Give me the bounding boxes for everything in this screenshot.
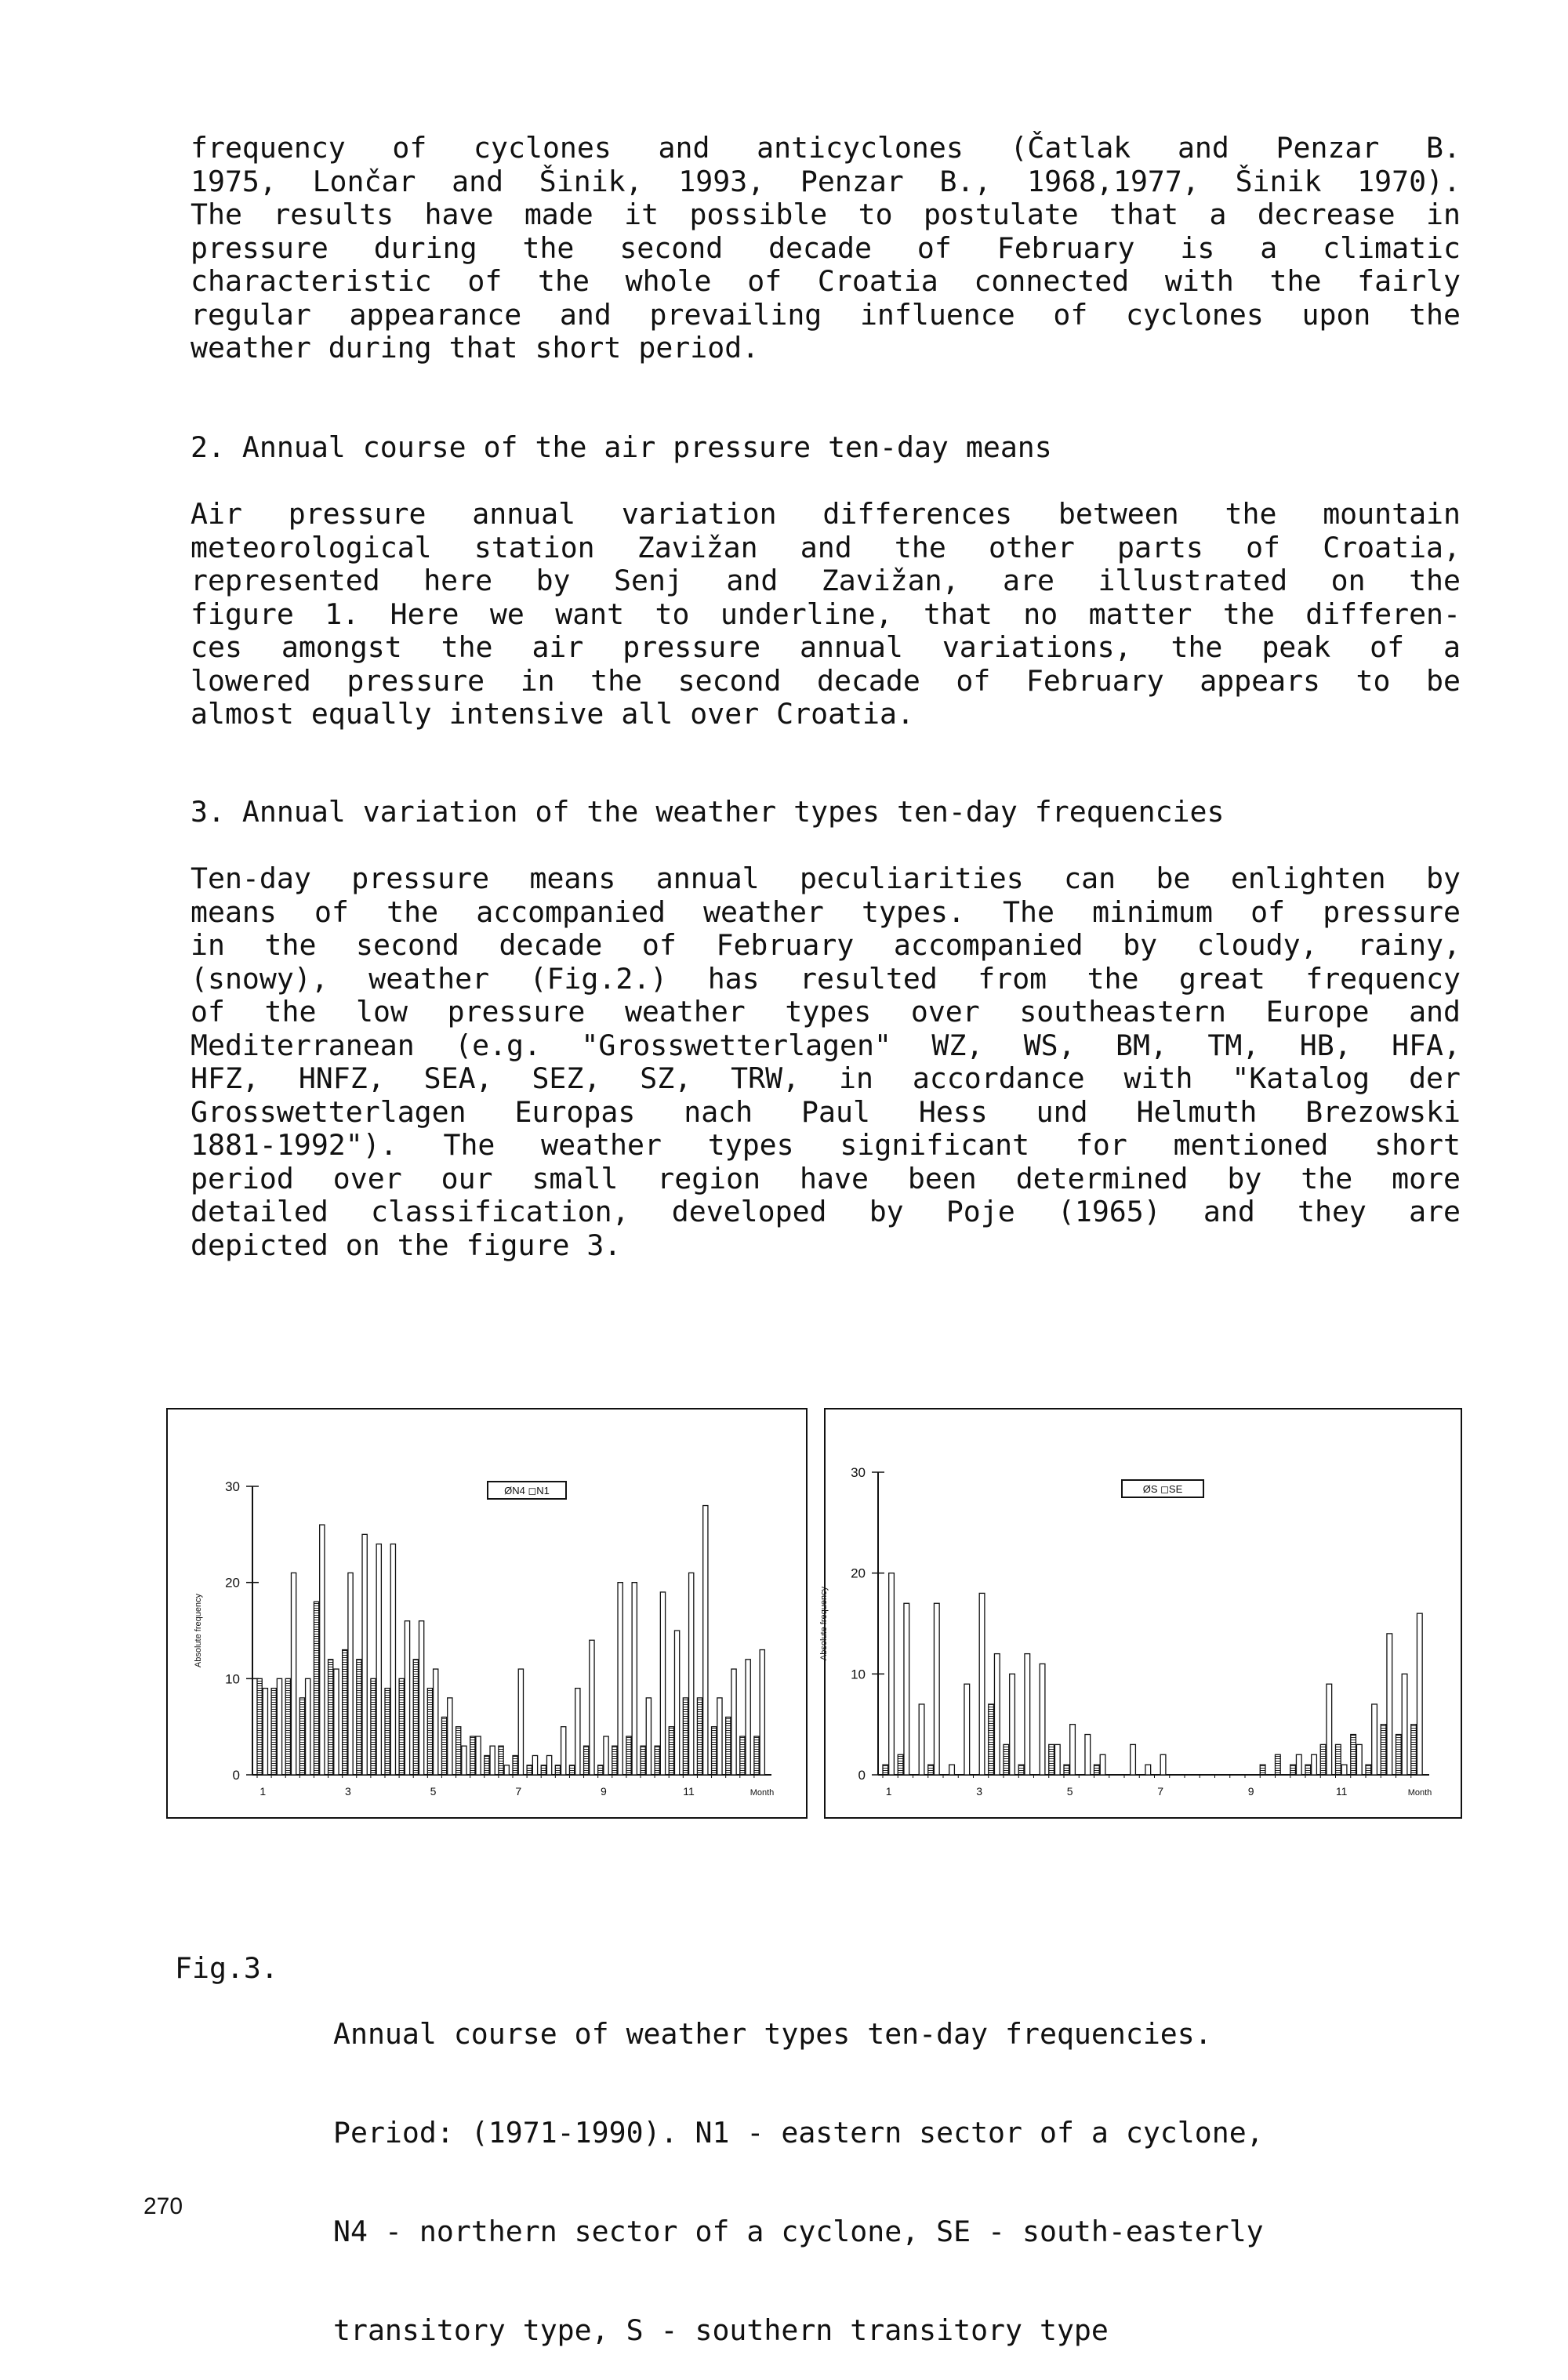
bar-n1 xyxy=(575,1689,580,1775)
bar-se xyxy=(1402,1674,1407,1775)
y-tick-label: 10 xyxy=(225,1671,240,1687)
text-line: Air pressure annual variation differences between the mountain xyxy=(191,497,1461,531)
bar-n1 xyxy=(731,1669,736,1775)
bar-n1 xyxy=(320,1525,325,1775)
bar-s xyxy=(1336,1744,1341,1775)
text-line: of the low pressure weather types over southeastern Europe and xyxy=(191,995,1461,1029)
bar-n4 xyxy=(513,1755,517,1775)
text-line: figure 1. Here we want to underline, that no matter the differen- xyxy=(191,597,1461,631)
bar-n1 xyxy=(760,1650,764,1775)
text-line: means of the accompanied weather types. The minimum of pressure xyxy=(191,894,1461,929)
bar-n1 xyxy=(660,1592,665,1775)
section-2-paragraph xyxy=(191,498,1461,731)
x-tick-label: 5 xyxy=(1066,1785,1073,1798)
bar-se xyxy=(1160,1754,1166,1775)
x-tick-label: 11 xyxy=(1335,1785,1348,1798)
bar-n4 xyxy=(683,1698,688,1775)
legend-label: ØN4 ◻N1 xyxy=(504,1485,550,1497)
bar-s xyxy=(1260,1765,1265,1775)
bar-n1 xyxy=(434,1669,438,1775)
bar-n1 xyxy=(674,1631,679,1775)
bar-s xyxy=(1351,1735,1356,1775)
bar-n4 xyxy=(612,1746,617,1775)
text-line: depicted on the figure 3. xyxy=(191,1228,622,1262)
bar-se xyxy=(1356,1744,1362,1775)
bar-n1 xyxy=(561,1727,566,1775)
bar-s xyxy=(1004,1744,1009,1775)
bar-n1 xyxy=(632,1583,637,1775)
bar-n4 xyxy=(669,1727,673,1775)
bar-n4 xyxy=(456,1727,461,1775)
bar-se xyxy=(934,1603,939,1775)
bar-n4 xyxy=(712,1727,717,1775)
text-line: lowered pressure in the second decade of February appears to be xyxy=(191,663,1461,698)
x-tick-label: 11 xyxy=(683,1785,695,1798)
bar-n1 xyxy=(746,1660,750,1775)
bar-n1 xyxy=(490,1746,495,1775)
bar-n1 xyxy=(291,1573,296,1775)
bar-n1 xyxy=(263,1689,267,1775)
bar-n1 xyxy=(532,1755,537,1775)
bar-s xyxy=(1320,1744,1326,1775)
caption-line: N4 - northern sector of a cyclone, SE - south-easterly xyxy=(333,2215,1264,2248)
text-line: Grosswetterlagen Europas nach Paul Hess und Helmuth Brezowski xyxy=(191,1094,1461,1129)
y-tick-label: 30 xyxy=(851,1465,866,1480)
bar-n4 xyxy=(555,1765,560,1775)
bar-s xyxy=(1064,1765,1069,1775)
bar-n4 xyxy=(569,1765,574,1775)
bar-se xyxy=(994,1654,1000,1775)
bar-se xyxy=(1372,1704,1377,1775)
bar-se xyxy=(889,1573,895,1775)
text-line: frequency of cyclones and anticyclones (Čatlak and Penzar B. xyxy=(191,131,1461,165)
bar-n4 xyxy=(740,1736,745,1775)
bar-se xyxy=(1145,1765,1151,1775)
bar-n4 xyxy=(541,1765,546,1775)
x-tick-label: 3 xyxy=(345,1785,351,1798)
x-tick-label: 5 xyxy=(430,1785,437,1798)
y-tick-label: 20 xyxy=(225,1575,240,1591)
bar-n4 xyxy=(527,1765,532,1775)
bar-n4 xyxy=(399,1678,404,1775)
page-number: 270 xyxy=(143,2193,183,2219)
bar-n1 xyxy=(590,1640,594,1775)
bar-n1 xyxy=(277,1678,281,1775)
bar-n1 xyxy=(476,1736,481,1775)
bar-s xyxy=(928,1765,934,1775)
legend-label: ØS ◻SE xyxy=(1142,1483,1183,1495)
bar-n4 xyxy=(470,1736,475,1775)
y-tick-label: 10 xyxy=(851,1667,866,1682)
bar-n4 xyxy=(385,1689,390,1775)
x-tick-label: 9 xyxy=(1247,1785,1254,1798)
bar-n1 xyxy=(689,1573,694,1775)
bar-se xyxy=(1100,1754,1105,1775)
bar-n4 xyxy=(299,1698,304,1775)
x-tick-label: 1 xyxy=(885,1785,892,1798)
text-line: characteristic of the whole of Croatia connected with the fairly xyxy=(191,264,1461,298)
chart-n4-n1 xyxy=(166,1408,808,1819)
bar-n1 xyxy=(618,1583,622,1775)
x-axis-label: Month xyxy=(1407,1788,1432,1798)
text-line: Ten-day pressure means annual peculiarities can be enlighten by xyxy=(191,862,1461,895)
section-3-paragraph xyxy=(191,862,1461,1262)
y-tick-label: 30 xyxy=(225,1479,240,1494)
bar-se xyxy=(1040,1663,1045,1775)
bar-s xyxy=(1411,1725,1417,1775)
bar-se xyxy=(949,1765,955,1775)
bar-n1 xyxy=(348,1573,353,1775)
bar-n4 xyxy=(598,1765,603,1775)
text-line: HFZ, HNFZ, SEA, SEZ, SZ, TRW, in accordance with "Katalog der xyxy=(191,1061,1461,1095)
bar-se xyxy=(1327,1684,1332,1775)
bar-n4 xyxy=(754,1736,759,1775)
caption-line: Period: (1971-1990). N1 - eastern sector of a cyclone, xyxy=(333,2116,1264,2150)
bar-n1 xyxy=(390,1544,395,1775)
bar-n4 xyxy=(314,1602,318,1775)
bar-se xyxy=(1417,1613,1422,1775)
bar-se xyxy=(1131,1744,1136,1775)
text-line: meteorological station Zavižan and the other parts of Croatia, xyxy=(191,530,1461,564)
bar-n1 xyxy=(703,1506,708,1775)
bar-s xyxy=(1094,1765,1100,1775)
bar-n1 xyxy=(504,1765,509,1775)
bar-n1 xyxy=(419,1621,423,1775)
text-line: 1881-1992"). The weather types significant for mentioned short xyxy=(191,1128,1461,1162)
intro-paragraph xyxy=(191,132,1461,365)
text-line: 1975, Lončar and Šinik, 1993, Penzar B., 1968,1977, Šinik 1970). xyxy=(191,164,1461,198)
bar-se xyxy=(904,1603,909,1775)
caption-line: Annual course of weather types ten-day frequencies. xyxy=(333,2017,1212,2051)
bar-n1 xyxy=(448,1698,452,1775)
bar-n4 xyxy=(441,1717,446,1775)
bar-se xyxy=(919,1704,924,1775)
x-axis-label: Month xyxy=(750,1788,775,1798)
bar-s xyxy=(1381,1725,1386,1775)
section-3-heading: 3. Annual variation of the weather types ten-day frequencies xyxy=(191,795,1225,829)
y-tick-label: 20 xyxy=(851,1566,866,1581)
y-tick-label: 0 xyxy=(232,1768,240,1783)
text-line: The results have made it possible to postulate that a decrease in xyxy=(191,198,1461,231)
text-line: detailed classification, developed by Poje (1965) and they are xyxy=(191,1195,1461,1228)
bar-se xyxy=(1054,1744,1060,1775)
bar-n4 xyxy=(343,1650,347,1775)
text-line: period over our small region have been determined by the more xyxy=(191,1161,1461,1195)
chart-s-se xyxy=(819,1408,1462,1819)
bar-se xyxy=(1387,1634,1392,1775)
bar-n4 xyxy=(285,1678,290,1775)
bar-n4 xyxy=(641,1746,645,1775)
x-tick-label: 9 xyxy=(601,1785,607,1798)
bar-n4 xyxy=(584,1746,589,1775)
bar-se xyxy=(979,1593,985,1775)
bar-s xyxy=(1396,1735,1402,1775)
bar-n1 xyxy=(604,1736,608,1775)
bar-se xyxy=(1025,1654,1030,1775)
bar-n4 xyxy=(357,1660,361,1775)
y-tick-label: 0 xyxy=(858,1768,866,1783)
figure-caption-label: Fig.3. xyxy=(175,1951,278,1985)
bar-n1 xyxy=(518,1669,523,1775)
text-line: ces amongst the air pressure annual variations, the peak of a xyxy=(191,630,1461,664)
bar-se xyxy=(964,1684,970,1775)
y-axis-label: Absolute frequency xyxy=(194,1593,203,1668)
x-tick-label: 7 xyxy=(515,1785,522,1798)
text-line: Mediterranean (e.g. "Grosswetterlagen" WZ, WS, BM, TM, HB, HFA, xyxy=(191,1028,1461,1062)
bar-n1 xyxy=(546,1755,551,1775)
bar-s xyxy=(883,1765,888,1775)
y-axis-label: Absolute frequency xyxy=(819,1586,829,1661)
bar-n1 xyxy=(306,1678,310,1775)
bar-n4 xyxy=(328,1660,333,1775)
text-line: (snowy), weather (Fig.2.) has resulted from the great frequency xyxy=(191,961,1461,996)
text-line: pressure during the second decade of February is a climatic xyxy=(191,230,1461,265)
bar-se xyxy=(1070,1725,1076,1775)
bar-n4 xyxy=(697,1698,702,1775)
bar-s xyxy=(1366,1765,1371,1775)
bar-s xyxy=(898,1754,903,1775)
bar-n1 xyxy=(717,1698,722,1775)
x-tick-label: 7 xyxy=(1157,1785,1164,1798)
bar-n4 xyxy=(499,1746,503,1775)
bar-n4 xyxy=(626,1736,631,1775)
bar-n4 xyxy=(413,1660,418,1775)
bar-se xyxy=(1312,1754,1317,1775)
x-tick-label: 1 xyxy=(260,1785,267,1798)
bar-se xyxy=(1085,1735,1091,1775)
text-line: represented here by Senj and Zavižan, are illustrated on the xyxy=(191,564,1461,597)
bar-s xyxy=(1305,1765,1311,1775)
text-line: weather during that short period. xyxy=(191,331,760,365)
bar-n4 xyxy=(655,1746,659,1775)
bar-s xyxy=(1049,1744,1054,1775)
text-line: almost equally intensive all over Croatia. xyxy=(191,697,914,731)
x-tick-label: 3 xyxy=(976,1785,983,1798)
bar-n4 xyxy=(485,1755,489,1775)
bar-s xyxy=(1276,1754,1281,1775)
bar-s xyxy=(1018,1765,1024,1775)
bar-n4 xyxy=(271,1689,276,1775)
caption-line: transitory type, S - southern transitory type xyxy=(333,2313,1109,2347)
bar-se xyxy=(1010,1674,1015,1775)
text-line: regular appearance and prevailing influence of cyclones upon the xyxy=(191,297,1461,332)
bar-n1 xyxy=(376,1544,381,1775)
chart-n4-n1-svg xyxy=(168,1409,806,1817)
bar-n1 xyxy=(405,1621,409,1775)
text-line: in the second decade of February accompanied by cloudy, rainy, xyxy=(191,928,1461,962)
section-2-heading: 2. Annual course of the air pressure ten-day means xyxy=(191,430,1052,464)
bar-n4 xyxy=(726,1717,731,1775)
bar-se xyxy=(1341,1765,1347,1775)
bar-n4 xyxy=(371,1678,376,1775)
chart-s-se-svg xyxy=(819,1409,1461,1817)
bar-n1 xyxy=(462,1746,466,1775)
bar-n4 xyxy=(257,1678,262,1775)
bar-n1 xyxy=(646,1698,651,1775)
bar-s xyxy=(1290,1765,1296,1775)
bar-n4 xyxy=(427,1689,432,1775)
bar-s xyxy=(989,1704,994,1775)
bar-n1 xyxy=(334,1669,339,1775)
figure-caption-text xyxy=(333,1952,1264,2380)
bar-se xyxy=(1296,1754,1301,1775)
bar-n1 xyxy=(362,1534,367,1775)
